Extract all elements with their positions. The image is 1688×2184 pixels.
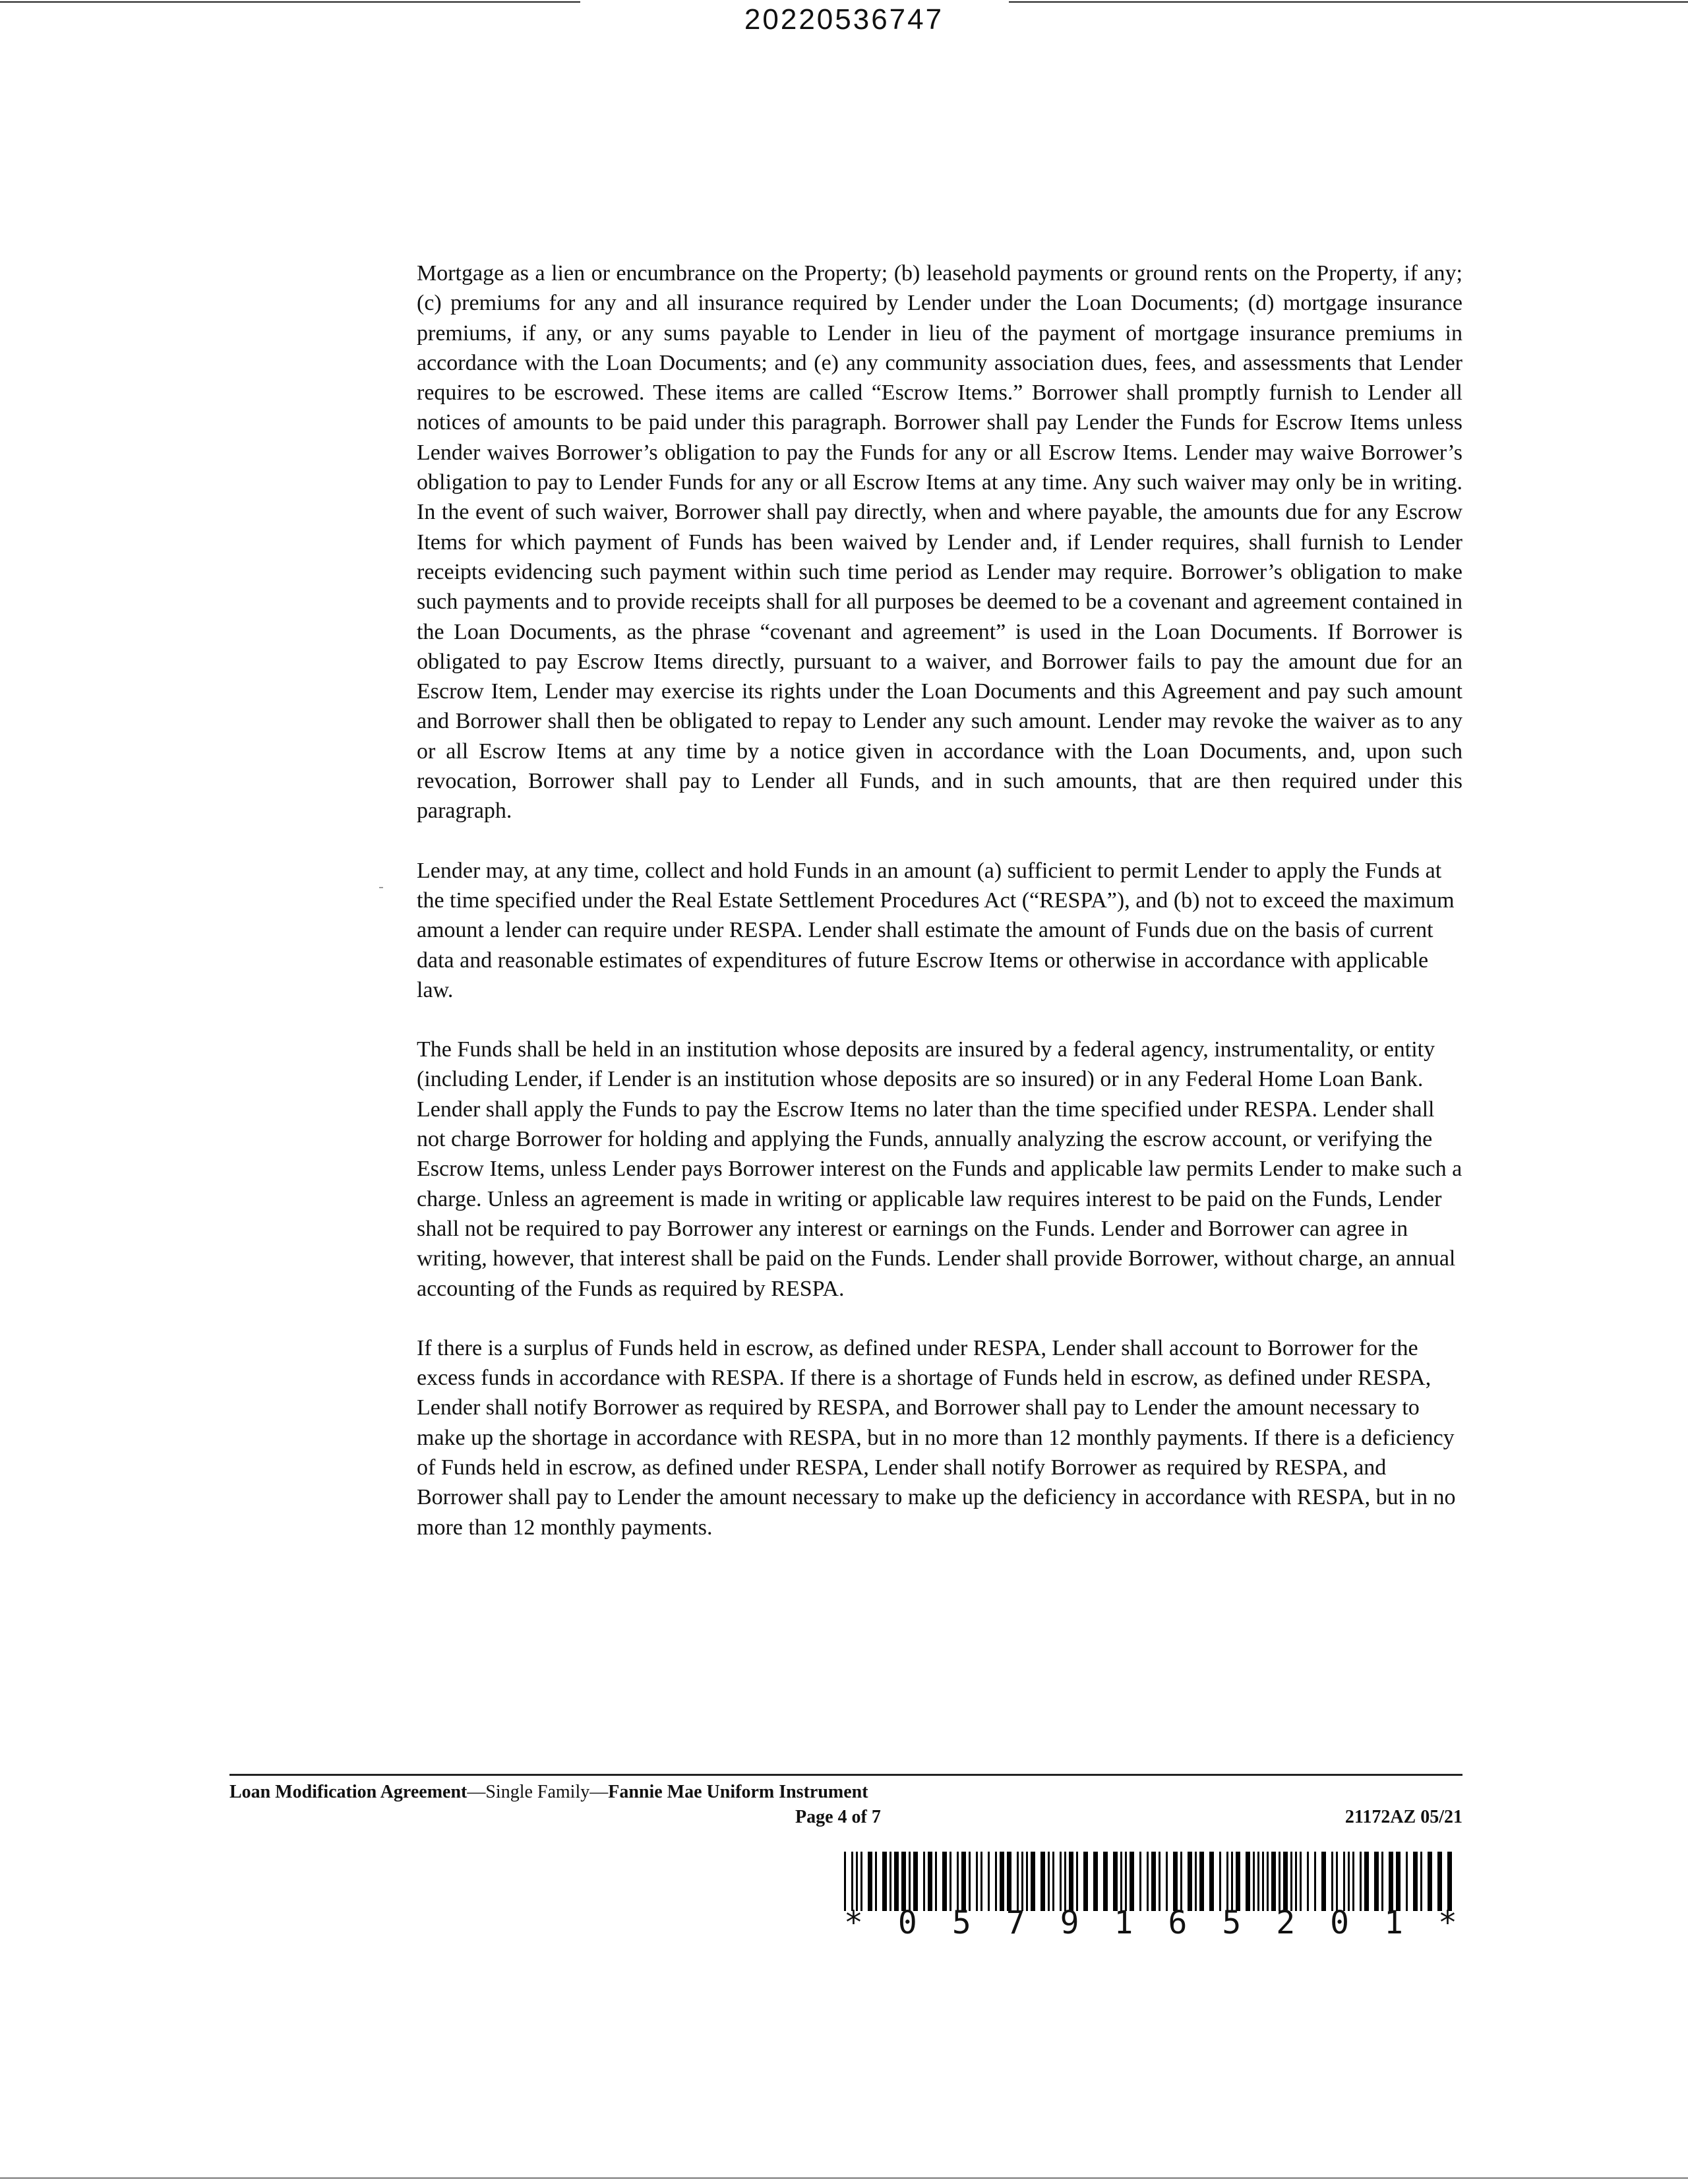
barcode-bar [1199, 1852, 1204, 1911]
barcode-bar [894, 1852, 899, 1911]
barcode-bar [1226, 1852, 1228, 1911]
footer-title-dash2: — [589, 1782, 609, 1802]
footer-title-part1: Loan Modification Agreement [229, 1782, 467, 1802]
barcode-bar [882, 1852, 887, 1911]
barcode-char: 5 [1222, 1904, 1242, 1941]
barcode-bar [1279, 1852, 1281, 1911]
barcode-bar [1052, 1852, 1054, 1911]
barcode-bar [1246, 1852, 1250, 1911]
barcode-bar [1389, 1852, 1393, 1911]
barcode-bar [935, 1852, 937, 1911]
barcode-bar [1381, 1852, 1383, 1911]
footer-rule [229, 1774, 1462, 1776]
barcode-char: 6 [1168, 1904, 1188, 1941]
barcode-bar [868, 1852, 872, 1911]
barcode-bar [1231, 1852, 1233, 1911]
barcode-bar [901, 1852, 906, 1911]
barcode-bar [1103, 1852, 1108, 1911]
barcode-bar [957, 1852, 959, 1911]
barcode-bar [1271, 1852, 1276, 1911]
barcode-bar [1300, 1852, 1302, 1911]
barcode-char: 1 [1114, 1904, 1133, 1941]
form-code: 21172AZ 05/21 [1344, 1807, 1462, 1827]
barcode-char: * [1437, 1904, 1457, 1941]
barcode-bar [1447, 1852, 1452, 1911]
barcode-bar [1348, 1852, 1350, 1911]
footer-title [229, 1780, 868, 1804]
barcode-bar [995, 1852, 997, 1911]
barcode-bar [1017, 1852, 1019, 1911]
barcode-bar [976, 1852, 978, 1911]
barcode-text [844, 1904, 1457, 1941]
barcode-bar [860, 1852, 862, 1911]
barcode-bar [1093, 1852, 1098, 1911]
barcode-bar [1321, 1852, 1326, 1911]
barcode-bar [942, 1852, 947, 1911]
barcode-bar [875, 1852, 877, 1911]
barcode-bar [1314, 1852, 1316, 1911]
barcode-char: 1 [1384, 1904, 1403, 1941]
barcode-bar [1219, 1852, 1221, 1911]
barcode-bar [1374, 1852, 1379, 1911]
barcode-bar [1352, 1852, 1354, 1911]
barcode-bar [1139, 1852, 1141, 1911]
barcode-bar [1364, 1852, 1369, 1911]
barcode-bar [889, 1852, 891, 1911]
barcode-char: 0 [897, 1904, 917, 1941]
barcode-bar [851, 1852, 853, 1911]
barcode-bar [1040, 1852, 1045, 1911]
barcode-bar [856, 1852, 858, 1911]
barcode-bar [928, 1852, 932, 1911]
barcode-bar [1083, 1852, 1088, 1911]
page-number: Page 4 of 7 [795, 1807, 881, 1827]
barcode-bar [1360, 1852, 1362, 1911]
barcode-bar [913, 1852, 918, 1911]
barcode-bar [1396, 1852, 1401, 1911]
barcode-bar [1336, 1852, 1338, 1911]
footer-title-part3: Fannie Mae Uniform Instrument [608, 1782, 868, 1802]
barcode-bar [1428, 1852, 1432, 1911]
barcode-bar [1064, 1852, 1066, 1911]
barcode-bar [1130, 1852, 1134, 1911]
barcode-bar [1188, 1852, 1192, 1911]
footer-title-part2: Single Family [485, 1782, 590, 1802]
document-number: 20220536747 [744, 3, 944, 36]
barcode-bar [1283, 1852, 1288, 1911]
barcode-char: * [844, 1904, 863, 1941]
barcode-bar [1166, 1852, 1168, 1911]
barcode-bar [923, 1852, 925, 1911]
barcode-bar [1007, 1852, 1011, 1911]
barcode-bar [1069, 1852, 1073, 1911]
barcode-bar [1048, 1852, 1050, 1911]
barcode-icon [844, 1852, 1457, 1911]
barcode-bar [1307, 1852, 1309, 1911]
barcode-bar [1021, 1852, 1023, 1911]
barcode-bar [1151, 1852, 1156, 1911]
paragraph-funds-held: The Funds shall be held in an institution whose deposits are insured by a federal agency, instrumentality, or entity (including Lender, if Lender is an institution whose deposits are so insured) or in any Federal Home Loan Bank. Lender shall apply the Funds to pay the Escrow Items no later than the time specified under RESPA. Lender shall not charge Borrower for holding and applying the Funds, annually analyzing the escrow account, or verifying the Escrow Items, unless Lender pays Borrower interest on the Funds and applicable law permits Lender to make such a charge. Unless an agreement is made in writing or applicable law requires interest to be paid on the Funds, Lender shall not be required to pay Borrower any interest or earnings on the Funds. Lender and Borrower can agree in writing, however, that interest shall be paid on the Funds. Lender shall provide Borrower, without charge, an annual accounting of the Funds as required by RESPA. [417, 1037, 1462, 1301]
barcode-bar [1076, 1852, 1078, 1911]
barcode-bar [988, 1852, 990, 1911]
barcode-bar [1295, 1852, 1297, 1911]
barcode-bar [1159, 1852, 1160, 1911]
barcode-bar [1267, 1852, 1269, 1911]
barcode-char: 9 [1060, 1904, 1079, 1941]
paragraph-escrow-items: Mortgage as a lien or encumbrance on the Property; (b) leasehold payments or ground rents on the Property, if any; (c) premiums for any and all insurance required by Lender under the Loan Documents; (d) mortgage insurance premiums, if any, or any sums payable to Lender in lieu of the payment of mortgage insurance premiums in accordance with the Loan Documents; and (e) any community association dues, fees, and assessments that Lender requires to be escrowed. These items are called “Escrow Items.” Borrower shall promptly furnish to Lender all notices of amounts to be paid under this paragraph. Borrower shall pay Lender the Funds for Escrow Items unless Lender waives Borrower’s obligation to pay the Funds for any or all Escrow Items. Lender may waive Borrower’s obligation to pay to Lender Funds for any or all Escrow Items at any time. Any such waiver may only be in writing. In the event of such waiver, Borrower shall pay directly, when and where payable, the amounts due for any Escrow Items for which payment of Funds has been waived by Lender and, if Lender requires, shall furnish to Lender receipts evidencing such payment within such time period as Lender may require. Borrower’s obligation to make such payments and to provide receipts shall for all purposes be deemed to be a covenant and agreement contained in the Loan Documents, as the phrase “covenant and agreement” is used in the Loan Documents. If Borrower is obligated to pay Escrow Items directly, pursuant to a waiver, and Borrower fails to pay the amount due for an Escrow Item, Lender may exercise its rights under the Loan Documents and this Agreement and pay such amount and Borrower shall then be obligated to repay to Lender any such amount. Lender may revoke the waiver as to any or all Escrow Items at any time by a notice given in accordance with the Loan Documents, and, upon such revocation, Borrower shall pay to Lender all Funds, and in such amounts, that are then required under this paragraph. [417, 261, 1462, 824]
barcode-bar [909, 1852, 911, 1911]
document-body [417, 258, 1462, 1572]
barcode-bar [1147, 1852, 1149, 1911]
barcode-bar [961, 1852, 966, 1911]
barcode-bar [1257, 1852, 1259, 1911]
barcode-bar [1113, 1852, 1118, 1911]
barcode-bar [969, 1852, 971, 1911]
barcode-bar [980, 1852, 982, 1911]
barcode-bar [1000, 1852, 1004, 1911]
barcode-bar [1180, 1852, 1182, 1911]
barcode-bar [1173, 1852, 1178, 1911]
barcode-bar [950, 1852, 951, 1911]
barcode-bar [1253, 1852, 1255, 1911]
barcode-bar [1406, 1852, 1408, 1911]
barcode-bar [1262, 1852, 1264, 1911]
barcode-bar [844, 1852, 846, 1911]
barcode-bar [1060, 1852, 1062, 1911]
barcode-bar [1026, 1852, 1028, 1911]
barcode-bar [1236, 1852, 1240, 1911]
barcode-bar [1437, 1852, 1442, 1911]
bottom-rule [0, 2177, 1688, 2179]
barcode-bar [1420, 1852, 1422, 1911]
barcode-bar [1290, 1852, 1292, 1911]
barcode-bar [1125, 1852, 1127, 1911]
barcode-bar [1031, 1852, 1035, 1911]
barcode-bar [1331, 1852, 1333, 1911]
barcode-bar [1120, 1852, 1122, 1911]
barcode-char: 2 [1276, 1904, 1296, 1941]
barcode-bar [1343, 1852, 1345, 1911]
paragraph-collect-funds: Lender may, at any time, collect and hold Funds in an amount (a) sufficient to permit Lender to apply the Funds at the time specified under the Real Estate Settlement Procedures Act (“RESPA”), and (b) not to exceed the maximum amount a lender can require under RESPA. Lender shall estimate the amount of Funds due on the basis of current data and reasonable estimates of expenditures of future Escrow Items or otherwise in accordance with applicable law. [417, 858, 1455, 1002]
barcode-char: 0 [1330, 1904, 1350, 1941]
barcode-bar [1195, 1852, 1197, 1911]
paragraph-surplus-shortage: If there is a surplus of Funds held in escrow, as defined under RESPA, Lender shall account to Borrower for the excess funds in accordance with RESPA. If there is a shortage of Funds held in escrow, as defined under RESPA, Lender shall notify Borrower as required by RESPA, and Borrower shall pay to Lender the amount necessary to make up the shortage in accordance with RESPA, but in no more than 12 monthly payments. If there is a deficiency of Funds held in escrow, as defined under RESPA, Lender shall notify Borrower as required by RESPA, and Borrower shall pay to Lender the amount necessary to make up the deficiency in accordance with RESPA, but in no more than 12 monthly payments. [417, 1335, 1456, 1540]
barcode-bar [1413, 1852, 1418, 1911]
barcode-bar [1209, 1852, 1214, 1911]
margin-mark [379, 887, 383, 888]
barcode-char: 7 [1006, 1904, 1025, 1941]
barcode-char: 5 [951, 1904, 971, 1941]
footer-title-dash1: — [467, 1782, 486, 1802]
